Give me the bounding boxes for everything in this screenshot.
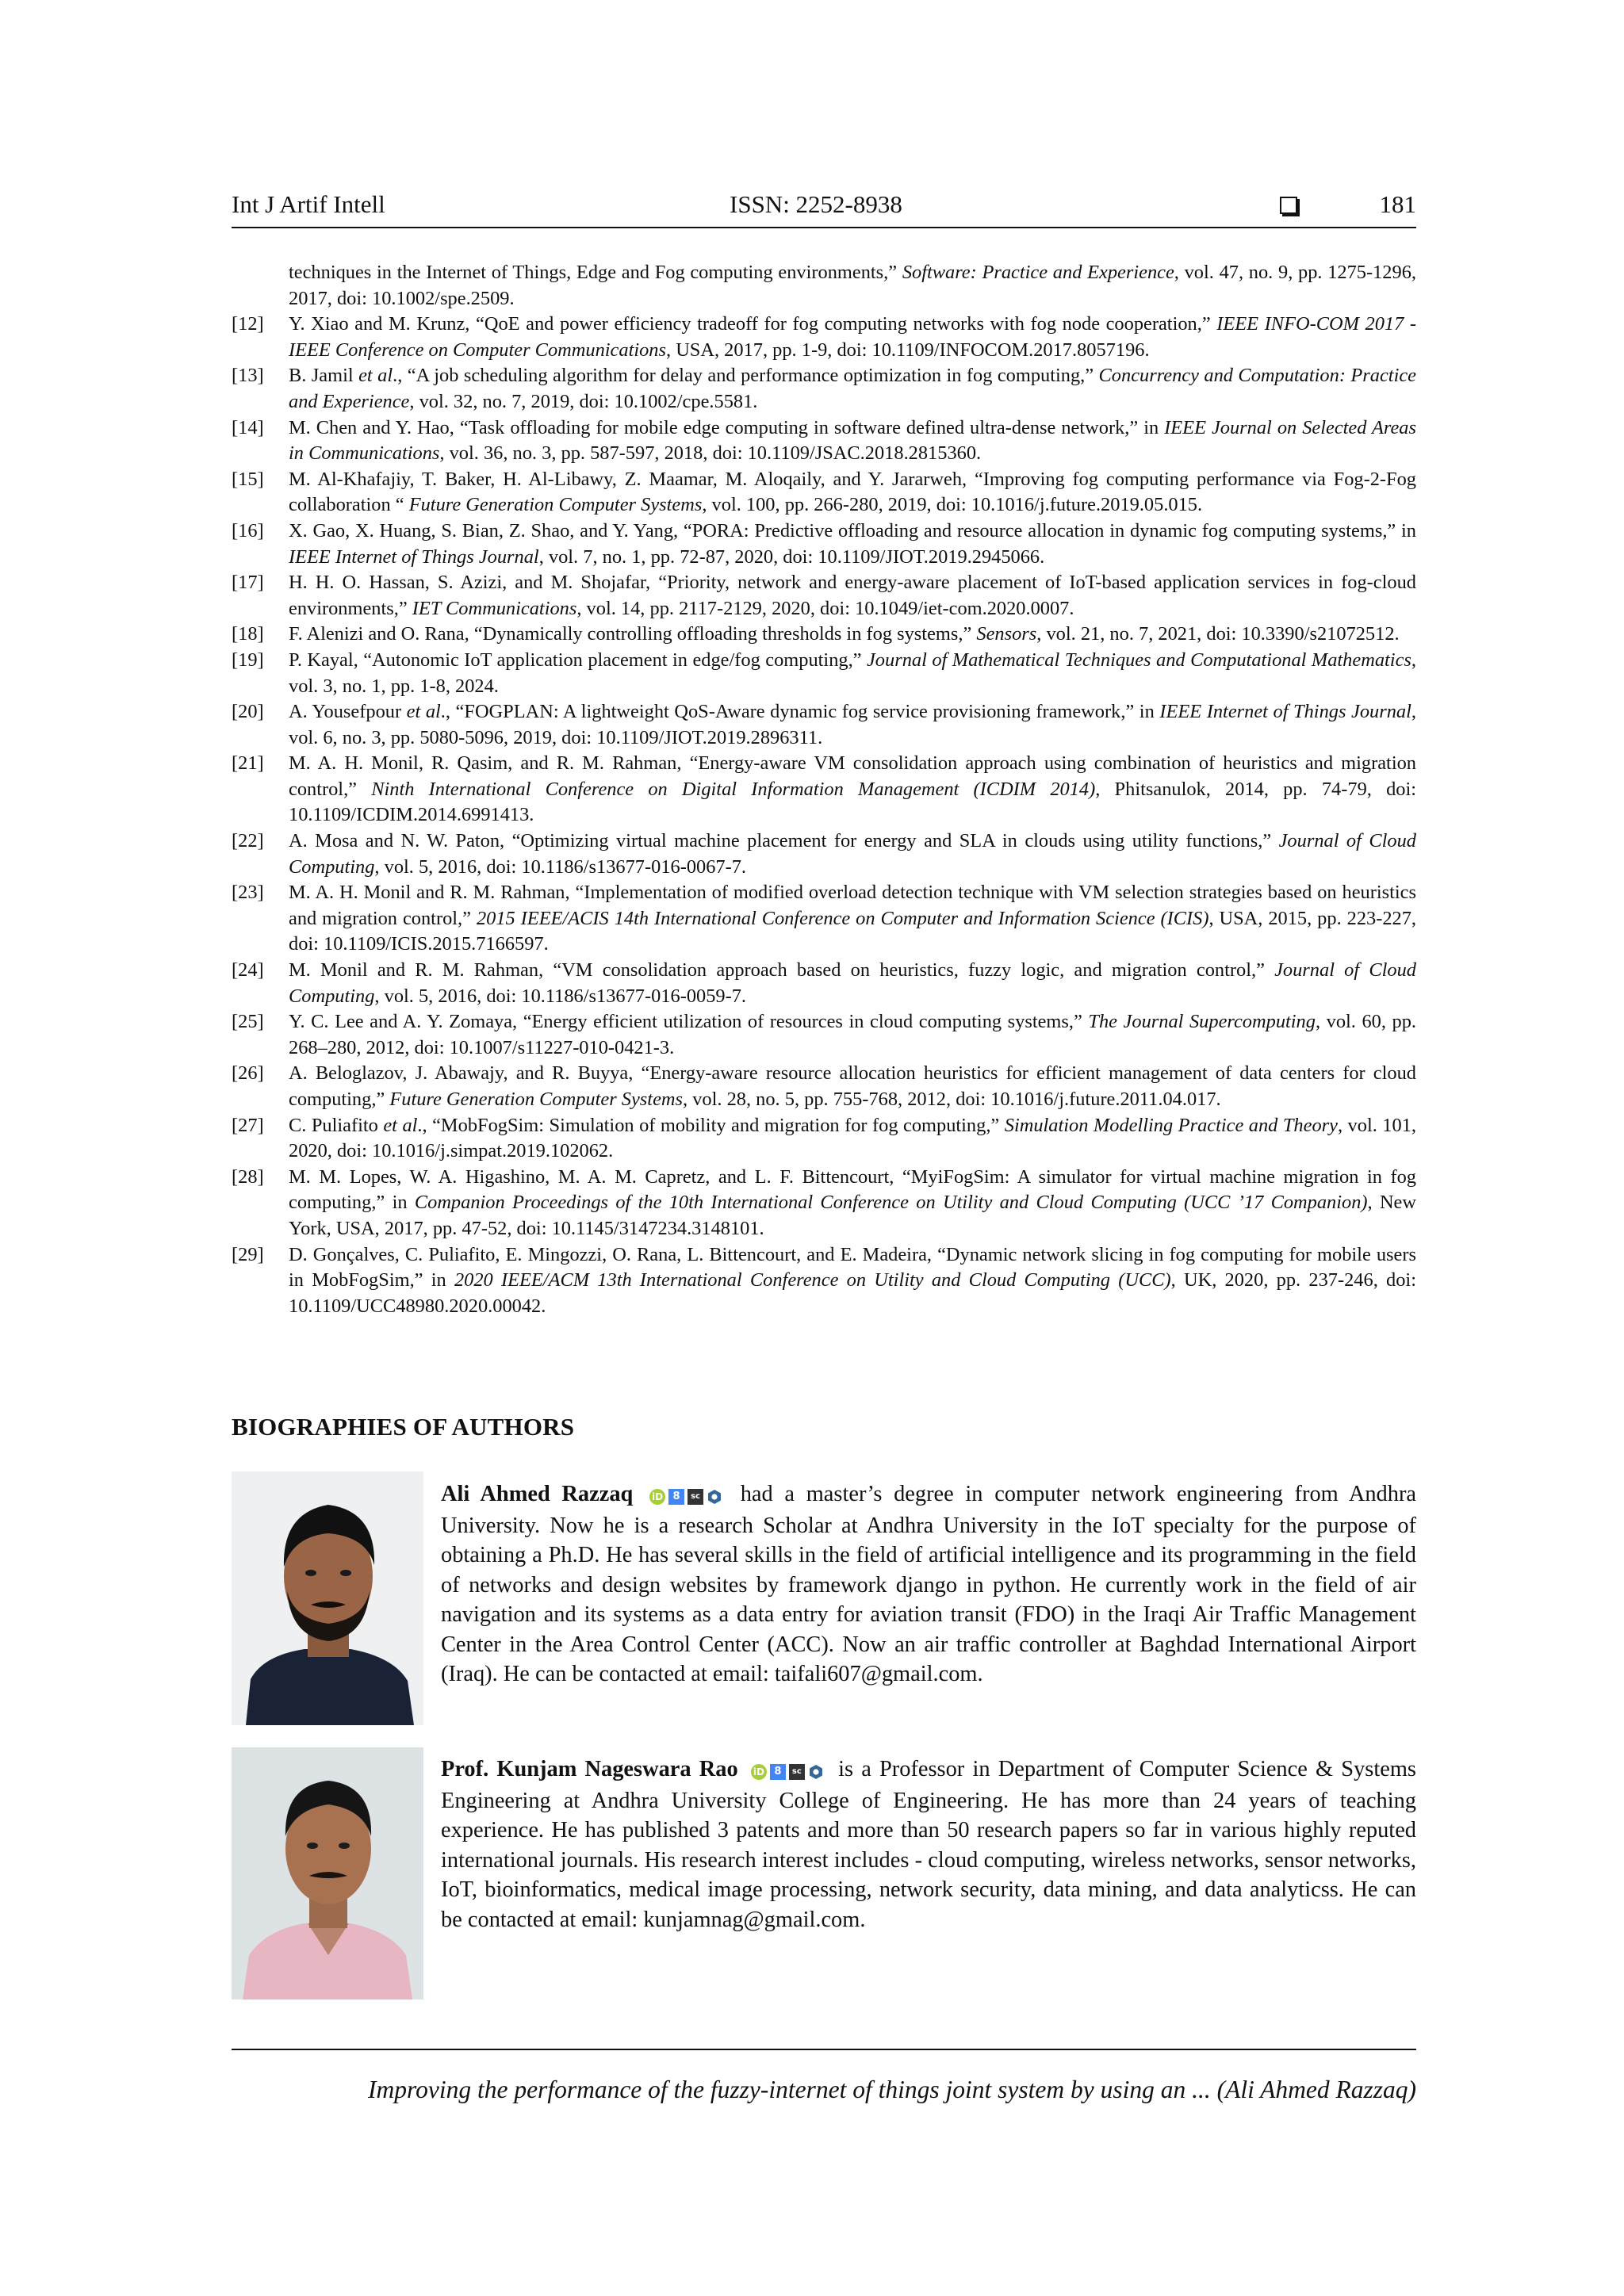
reference-number: [15] [232, 468, 264, 490]
reference-item [232, 648, 1416, 699]
reference-number: [23] [232, 882, 264, 904]
reference-number: [28] [232, 1165, 264, 1188]
reference-number: [21] [232, 752, 264, 775]
reference-number: [19] [232, 649, 264, 671]
reference-number: [13] [232, 365, 264, 387]
bio-text: had a master’s degree in computer network engineering from Andhra University. Now he is a research Scholar at Andhra University in the IoT specialty for the purpose of obtaining a Ph.D. He has several skills in the field of artificial intelligence and its programming in the field of networks and design websites by framework django in python. He currently work in the field of air navigation and its systems as a data entry for aviation transit (FDO) in the Iraqi Air Traffic Management Center in the Area Control Center (ACC). Now an air traffic controller at Baghdad International Airport (Iraq). He can be contacted at email: taifali607@gmail.com. [441, 1482, 1416, 1686]
reference-number: [25] [232, 1011, 264, 1033]
box-symbol-icon [1280, 197, 1297, 214]
google-scholar-icon[interactable]: 8 [770, 1764, 786, 1780]
reference-text: M. Monil and R. M. Rahman, “VM consolidation approach based on heuristics, fuzzy logic, and migration control,” Journal of Cloud Computing, vol. 5, 2016, doi: 10.1186/s13677-016-0059-7. [289, 959, 1416, 1007]
page-number: 181 [1379, 190, 1416, 218]
running-header [232, 187, 1416, 228]
reference-text: Y. Xiao and M. Krunz, “QoE and power efficiency tradeoff for fog computing networks with fog node cooperation,” IEEE INFO-COM 2017 - IEEE Conference on Computer Communications, USA, 2017, pp. 1-9, doi: 10.1109/INFOCOM.2017.8057196. [289, 313, 1416, 361]
google-scholar-icon[interactable]: 8 [668, 1489, 684, 1505]
reference-item [232, 828, 1416, 880]
reference-item [232, 570, 1416, 622]
reference-text: M. A. H. Monil and R. M. Rahman, “Implementation of modified overload detection technique with VM selection strategies based on heuristics and migration control,” 2015 IEEE/ACIS 14th International Conference on Computer and Information Science (ICIS), USA, 2015, pp. 223-227, doi: 10.1109/ICIS.2015.7166597. [289, 882, 1417, 955]
reference-item [232, 1009, 1416, 1061]
publons-icon[interactable] [707, 1489, 722, 1505]
scopus-icon[interactable]: sc [789, 1764, 805, 1780]
reference-text: X. Gao, X. Huang, S. Bian, Z. Shao, and Y. Yang, “PORA: Predictive offloading and resource allocation in dynamic fog computing systems,” in IEEE Internet of Things Journal, vol. 7, no. 1, pp. 72-87, 2020, doi: 10.1109/JIOT.2019.2945066. [289, 519, 1416, 568]
reference-item [232, 467, 1416, 519]
orcid-icon[interactable]: iD [649, 1489, 665, 1505]
reference-text: M. Chen and Y. Hao, “Task offloading for mobile edge computing in software defined ultra-dense network,” in IEEE Journal on Selected Areas in Communications, vol. 36, no. 3, pp. 587-597, 2018, doi: 10.1109/JSAC.2018.2815360. [289, 416, 1416, 465]
reference-item [232, 622, 1416, 648]
orcid-icon[interactable]: iD [751, 1764, 767, 1780]
reference-text: M. M. Lopes, W. A. Higashino, M. A. M. Capretz, and L. F. Bittencourt, “MyiFogSim: A simulator for virtual machine migration in fog computing,” in Companion Proceedings of the 10th International Conference on Utility and Cloud Computing (UCC ’17 Companion), New York, USA, 2017, pp. 47-52, doi: 10.1145/3147234.3148101. [289, 1165, 1416, 1239]
profile-icons [649, 1481, 726, 1511]
journal-name: Int J Artif Intell [232, 190, 385, 218]
reference-list [232, 260, 1416, 1319]
reference-text: M. A. H. Monil, R. Qasim, and R. M. Rahman, “Energy-aware VM consolidation approach using combination of heuristics and migration control,” Ninth International Conference on Digital Information Management (ICDIM 2014), Phitsanulok, 2014, pp. 74-79, doi: 10.1109/ICDIM.2014.6991413. [289, 752, 1417, 826]
author-name: Prof. Kunjam Nageswara Rao [441, 1757, 738, 1781]
reference-text: A. Yousefpour et al., “FOGPLAN: A lightweight QoS-Aware dynamic fog service provisioning framework,” in IEEE Internet of Things Journal, vol. 6, no. 3, pp. 5080-5096, 2019, doi: 10.1109/JIOT.2019.2896311. [289, 701, 1417, 748]
publons-icon[interactable] [808, 1764, 824, 1780]
reference-item [232, 363, 1416, 415]
reference-item [232, 1242, 1416, 1320]
reference-number: [16] [232, 519, 264, 541]
author-bio [441, 1755, 1416, 1934]
bio-text: is a Professor in Department of Computer Science & Systems Engineering at Andhra University College of Engineering. He has more than 24 years of teaching experience. He has published 3 patents and more than 50 research papers so far in various highly reputed international journals. His research interest includes - cloud computing, wireless networks, sensor networks, IoT, bioinformatics, medical image processing, network security, data mining, and data analyticss. He can be contacted at email: kunjamnag@gmail.com. [441, 1757, 1416, 1932]
author-photo-razzaq [232, 1471, 423, 1725]
reference-number: [24] [232, 959, 264, 982]
footer-rule [232, 2049, 1416, 2050]
biographies-heading: BIOGRAPHIES OF AUTHORS [232, 1413, 575, 1441]
profile-icons [751, 1756, 827, 1786]
reference-number: [17] [232, 572, 264, 594]
reference-text: Y. C. Lee and A. Y. Zomaya, “Energy efficient utilization of resources in cloud computing systems,” The Journal Supercomputing, vol. 60, pp. 268–280, 2012, doi: 10.1007/s11227-010-0421-3. [289, 1011, 1416, 1058]
reference-text: P. Kayal, “Autonomic IoT application placement in edge/fog computing,” Journal of Mathematical Techniques and Computational Mathematics, vol. 3, no. 1, pp. 1-8, 2024. [289, 649, 1416, 697]
issn: ISSN: 2252-8938 [730, 190, 902, 218]
reference-number: [27] [232, 1114, 264, 1136]
reference-text: D. Gonçalves, C. Puliafito, E. Mingozzi, O. Rana, L. Bittencourt, and E. Madeira, “Dynamic network slicing in fog computing for mobile users in MobFogSim,” in 2020 IEEE/ACM 13th International Conference on Utility and Cloud Computing (UCC), UK, 2020, pp. 237-246, doi: 10.1109/UCC48980.2020.00042. [289, 1243, 1416, 1317]
author-name: Ali Ahmed Razzaq [441, 1482, 634, 1506]
reference-item [232, 958, 1416, 1009]
reference-item [232, 1165, 1416, 1242]
reference-text: F. Alenizi and O. Rana, “Dynamically controlling offloading thresholds in fog systems,” Sensors, vol. 21, no. 7, 2021, doi: 10.3390/s21072512. [289, 623, 1400, 645]
reference-number: [20] [232, 701, 264, 723]
reference-text: C. Puliafito et al., “MobFogSim: Simulation of mobility and migration for fog computing,” Simulation Modelling Practice and Theory, vol. 101, 2020, doi: 10.1016/j.simpat.2019.102062. [289, 1114, 1416, 1162]
reference-number: [29] [232, 1243, 264, 1265]
reference-item [232, 1061, 1416, 1112]
reference-item [232, 751, 1416, 828]
reference-text: A. Mosa and N. W. Paton, “Optimizing virtual machine placement for energy and SLA in clouds using utility functions,” Journal of Cloud Computing, vol. 5, 2016, doi: 10.1186/s13677-016-0067-7. [289, 830, 1416, 878]
reference-text: H. H. O. Hassan, S. Azizi, and M. Shojafar, “Priority, network and energy-aware placement of IoT-based application services in fog-cloud environments,” IET Communications, vol. 14, pp. 2117-2129, 2020, doi: 10.1049/iet-com.2020.0007. [289, 572, 1416, 619]
reference-text: A. Beloglazov, J. Abawajy, and R. Buyya, “Energy-aware resource allocation heuristics for efficient management of data centers for cloud computing,” Future Generation Computer Systems, vol. 28, no. 5, pp. 755-768, 2012, doi: 10.1016/j.future.2011.04.017. [289, 1062, 1416, 1110]
reference-item [232, 260, 1416, 312]
reference-text: techniques in the Internet of Things, Edge and Fog computing environments,” Software: Practice and Experience, vol. 47, no. 9, pp. 1275-1296, 2017, doi: 10.1002/spe.2509. [289, 262, 1416, 309]
author-bio [441, 1479, 1416, 1689]
reference-number: [18] [232, 623, 264, 645]
author-photo-rao [232, 1747, 423, 1999]
reference-text: M. Al-Khafajiy, T. Baker, H. Al-Libawy, Z. Maamar, M. Aloqaily, and Y. Jararweh, “Improving fog computing performance via Fog-2-Fog collaboration “ Future Generation Computer Systems, vol. 100, pp. 266-280, 2019, doi: 10.1016/j.future.2019.05.015. [289, 468, 1416, 516]
reference-item [232, 880, 1416, 958]
reference-number: [12] [232, 313, 264, 335]
reference-item [232, 699, 1416, 751]
scopus-icon[interactable]: sc [688, 1489, 703, 1505]
running-footer: Improving the performance of the fuzzy-internet of things joint system by using an ... (Ali Ahmed Razzaq) [368, 2076, 1416, 2103]
reference-item [232, 312, 1416, 363]
reference-number: [22] [232, 830, 264, 852]
reference-item [232, 519, 1416, 570]
reference-number: [26] [232, 1062, 264, 1085]
reference-item [232, 415, 1416, 467]
reference-text: B. Jamil et al., “A job scheduling algorithm for delay and performance optimization in fog computing,” Concurrency and Computation: Practice and Experience, vol. 32, no. 7, 2019, doi: 10.1002/cpe.5581. [289, 365, 1416, 412]
reference-number: [14] [232, 416, 264, 438]
reference-item [232, 1113, 1416, 1165]
